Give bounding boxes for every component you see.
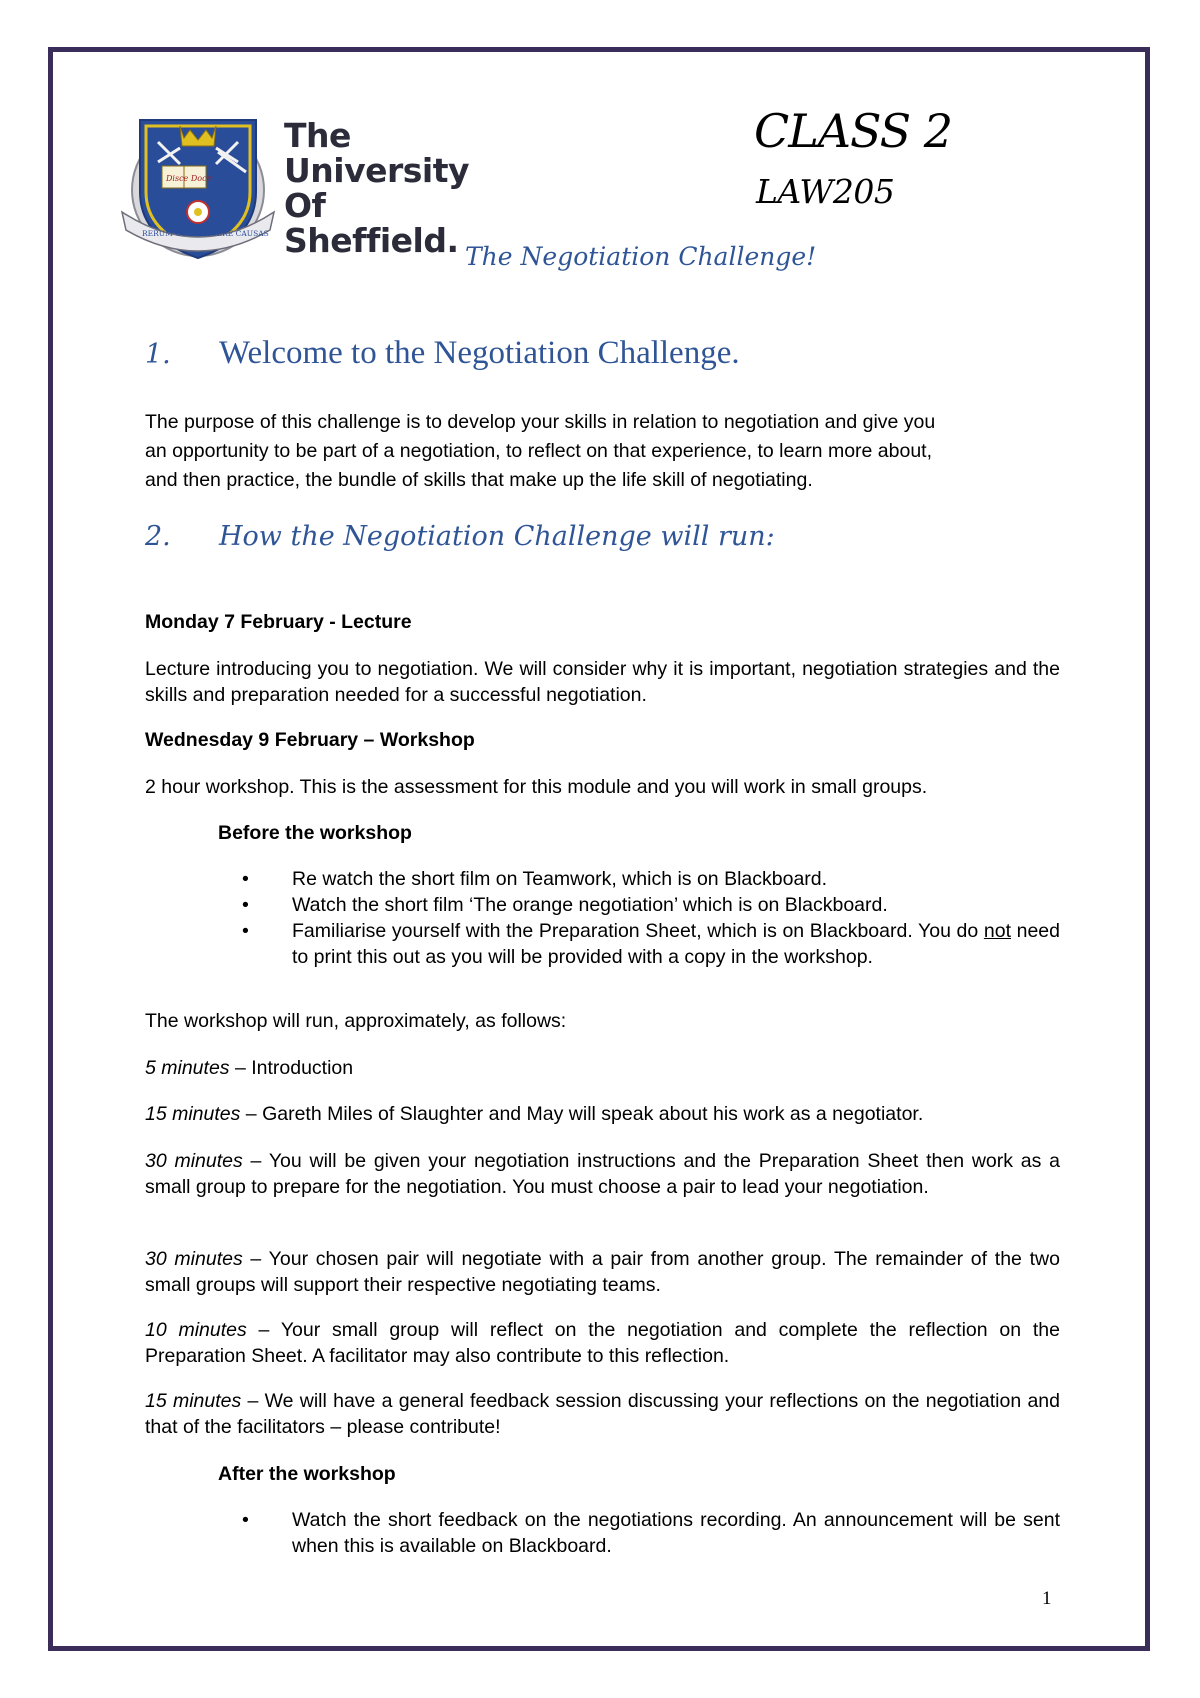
list-item [218, 892, 1060, 918]
list-item-text: Watch the short feedback on the negotiations recording. An announcement will be sent when this is available on Blackboard. [292, 1509, 1060, 1557]
wednesday-text: 2 hour workshop. This is the assessment for this module and you will work in small groups. [145, 776, 928, 798]
schedule-time: 30 minutes [145, 1150, 243, 1172]
section-2-title: How the Negotiation Challenge will run: [219, 521, 775, 552]
schedule-text: – You will be given your negotiation instructions and the Preparation Sheet then work as a small group to prepare for the negotiation. You must choose a pair to lead your negotiation. [145, 1150, 1061, 1198]
logo-line-1: The [284, 116, 351, 155]
university-logo [118, 112, 470, 262]
list-item-text: need to print this out as you will be provided with a copy in the workshop. [292, 920, 1060, 968]
logo-line-2: University [284, 151, 470, 190]
class-title: CLASS 2 [754, 104, 953, 158]
schedule-item [145, 1101, 1060, 1127]
list-item-text: Watch the short film ‘The orange negotiation’ which is on Blackboard. [292, 894, 888, 916]
svg-text:RERUM COGNOSCERE CAUSAS: RERUM COGNOSCERE CAUSAS [142, 229, 269, 238]
after-workshop-list [218, 1507, 1060, 1559]
list-item-text: Familiarise yourself with the Preparation Sheet, which is on Blackboard. You do [292, 920, 984, 942]
schedule-text: – Your small group will reflect on the negotiation and complete the reflection on the Preparation Sheet. A facilitator may also contribute to this reflection. [145, 1319, 1060, 1367]
schedule-item [145, 1148, 1060, 1200]
section-1-line: The purpose of this challenge is to develop your skills in relation to negotiation and give you [145, 411, 936, 433]
schedule-item [145, 1246, 1060, 1298]
wednesday-heading: Wednesday 9 February – Workshop [145, 729, 475, 751]
bullet-icon: • [242, 920, 249, 942]
schedule-intro: The workshop will run, approximately, as follows: [145, 1010, 567, 1032]
before-workshop-heading: Before the workshop [218, 822, 412, 844]
logo-wordmark [284, 118, 469, 258]
schedule-text: – Introduction [229, 1057, 354, 1079]
section-2-number: 2. [145, 521, 171, 552]
schedule-time: 10 minutes [145, 1319, 247, 1341]
schedule-time: 15 minutes [145, 1390, 242, 1412]
bullet-icon: • [242, 1509, 249, 1531]
schedule-time: 30 minutes [145, 1248, 243, 1270]
section-1-heading [145, 335, 740, 372]
after-workshop-heading: After the workshop [218, 1463, 396, 1485]
class-code: LAW205 [756, 172, 895, 211]
section-1-line: an opportunity to be part of a negotiation, to reflect on that experience, to learn more about, [145, 440, 933, 462]
monday-heading: Monday 7 February - Lecture [145, 611, 412, 633]
bullet-icon: • [242, 894, 249, 916]
list-item [218, 866, 1060, 892]
bullet-icon: • [242, 868, 249, 890]
section-1-line: and then practice, the bundle of skills that make up the life skill of negotiating. [145, 469, 813, 491]
schedule-item [145, 1317, 1060, 1369]
schedule-item [145, 1055, 1060, 1081]
list-item [218, 1507, 1060, 1559]
schedule-text: – We will have a general feedback session discussing your reflections on the negotiation and that of the facilitators – please contribute! [145, 1390, 1060, 1438]
section-1-paragraph [145, 408, 1060, 495]
page-number: 1 [1042, 1588, 1052, 1609]
schedule-time: 5 minutes [145, 1057, 230, 1079]
schedule-time: 15 minutes [145, 1103, 241, 1125]
schedule-text: – Gareth Miles of Slaughter and May will speak about his work as a negotiator. [240, 1103, 924, 1125]
logo-line-4: Sheffield. [284, 221, 459, 260]
section-1-title: Welcome to the Negotiation Challenge. [219, 335, 740, 371]
list-item [218, 918, 1060, 970]
svg-text:Disce Doce: Disce Doce [166, 174, 212, 183]
before-workshop-list [218, 866, 1060, 970]
schedule-item [145, 1388, 1060, 1440]
list-item-text: Re watch the short film on Teamwork, which is on Blackboard. [292, 868, 828, 890]
monday-text: Lecture introducing you to negotiation. We will consider why it is important, negotiation strategies and the skills and preparation needed for a successful negotiation. [145, 658, 1060, 706]
underlined-emphasis: not [983, 920, 1011, 942]
schedule-text: – Your chosen pair will negotiate with a pair from another group. The remainder of the two small groups will support their respective negotiating teams. [145, 1248, 1060, 1296]
document-subtitle: The Negotiation Challenge! [465, 242, 817, 271]
university-crest-icon [118, 112, 278, 262]
section-1-number: 1. [145, 339, 171, 370]
section-2-heading [145, 521, 775, 552]
logo-line-3: Of [284, 186, 326, 225]
